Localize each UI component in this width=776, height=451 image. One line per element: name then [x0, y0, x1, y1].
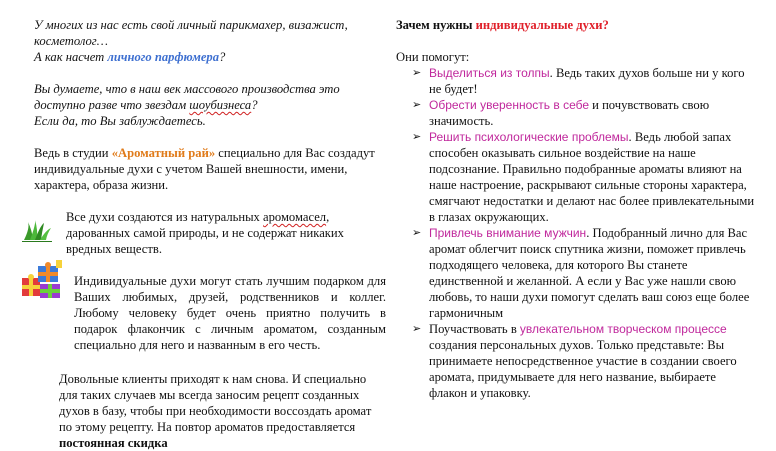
arrow-bullet-icon: ➢ — [412, 131, 422, 143]
studio-paragraph: Ведь в студии «Ароматный рай» специально для Вас создадут индивидуальные духи с учетом Вашей внешности, имени, характера, образа жизни. — [34, 146, 375, 192]
permanent-discount: постоянная скидка — [59, 436, 168, 450]
list-item: ➢ Решить психологические проблемы. Ведь любой запах способен оказывать сильное воздействие на наше подсознание. Правильно подобранные ароматы влияют на наше настроение, раскрывают сильные стороны характера, смягчают недостатки и делают нас более привлекательными в глазах окружающих. — [412, 130, 755, 224]
heading-highlight: индивидуальные духи? — [475, 18, 609, 32]
studio-name: «Ароматный рай» — [111, 146, 216, 160]
list-item: ➢ Привлечь внимание мужчин. Подобранный лично для Вас аромат облегчит поиск спутника жизни, поможет привлечь подходящего человека, для которого Вы станете единственной и желанной. А если у Вас уже нашли свою любовь, то наши духи помогут сделать ваш союз еще более гармоничным — [412, 226, 750, 320]
arrow-bullet-icon: ➢ — [412, 99, 422, 111]
grass-icon — [22, 220, 52, 242]
gift-boxes-icon — [20, 258, 64, 302]
left-column — [34, 17, 386, 451]
intro-paragraph: У многих из нас есть свой личный парикмахер, визажист, косметолог… А как насчет личного парфюмера? — [34, 18, 348, 64]
clients-paragraph: Довольные клиенты приходят к нам снова. И специально для таких случаев мы всегда заносим рецепт созданных духов в базу, чтобы при необходимости воссоздать аромат по этому рецепту. На повтор ароматов предоставляется постоянная скидка — [59, 372, 372, 450]
list-item: ➢ Обрести уверенность в себе и почувствовать свою значимость. — [412, 98, 710, 128]
gift-paragraph: Индивидуальные духи могут стать лучшим подарком для Ваших любимых, друзей, родственников и коллег. Любому человеку будет очень приятно получить в подарок флакончик с личным ароматом, созданным специально для него и названным в его честь. — [74, 274, 386, 352]
personal-perfumer-highlight: личного парфюмера — [107, 50, 220, 64]
arrow-bullet-icon: ➢ — [412, 67, 422, 79]
arrow-bullet-icon: ➢ — [412, 323, 422, 335]
list-item: ➢ Поучаствовать в увлекательном творческом процессе создания персональных духов. Только представьте: Вы принимаете непосредственное участие в создании своего аромата, придумываете для него название, выбираете флакон и упаковку. — [412, 322, 737, 400]
bullets-intro: Они помогут: — [396, 50, 470, 64]
question-paragraph: Вы думаете, что в наш век массового производства это доступно разве что звездам шоубизнеса? Если да, то Вы заблуждаетесь. — [34, 82, 340, 128]
list-item: ➢ Выделиться из толпы. Ведь таких духов больше ни у кого не будет! — [412, 66, 745, 96]
section-heading: Зачем нужны индивидуальные духи? — [396, 18, 609, 32]
right-column — [396, 17, 756, 401]
natural-oils-paragraph: Все духи создаются из натуральных аромомасел, дарованных самой природы, и не содержат никаких вредных веществ. — [66, 210, 344, 256]
benefits-list — [396, 65, 756, 401]
arrow-bullet-icon: ➢ — [412, 227, 422, 239]
